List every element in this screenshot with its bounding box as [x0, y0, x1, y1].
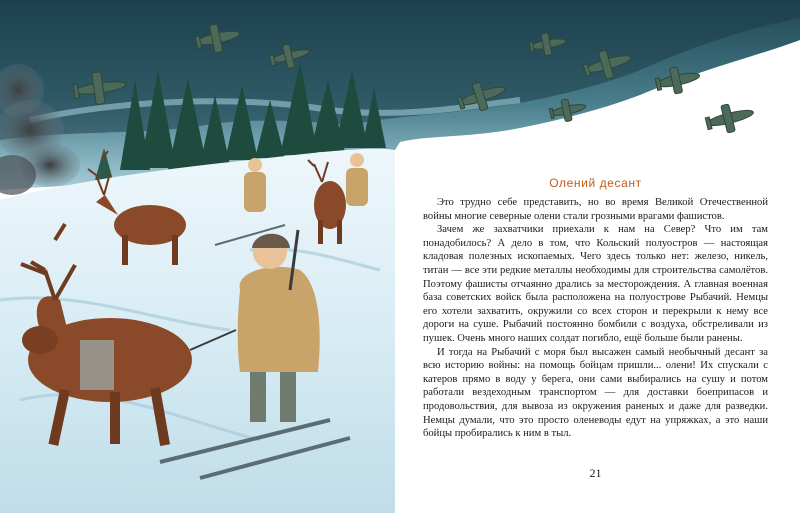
sky: [0, 0, 800, 190]
page-number: 21: [589, 466, 602, 480]
chapter-title: Олений десант: [549, 176, 642, 190]
paragraph-1: Это трудно себе представить, но во время Великой Отечественной войны многие северные олени стали грозными врагами фашистов.: [423, 197, 768, 222]
paragraph-3: И тогда на Рыбачий с моря был высажен самый необычный десант за всю историю войны: на помощь бойцам пришли... олени! Их спускали с катеров прямо в воду у берега, они сами выбирались на сушу и потом работали вездеходным транспортом — для доставки боеприпасов и продовольствия, для вывоза из окружения раненых и даже для разведки. Немцы думали, что это просто оленеводы едут на упряжках, а это наши бойцы пробирались к ним в тыл.: [423, 346, 768, 440]
body-text: [423, 196, 768, 441]
paragraph-2: Зачем же захватчики приехали к нам на Север? Что им там понадобилось? А дело в том, что Кольский полуостров — настоящая кладовая полезных ископаемых. Чего здесь только нет: железо, никель, титан — все эти редкие металлы необходимы для строительства самолётов. Поэтому фашисты отчаянно дрались за месторождения. А главная военная база советских войск была расположена на полуострове Рыбачий. Немцы его хотели захватить, окружили со всех сторон и перекрыли к нему все дороги на суше. Рыбачий постоянно бомбили с воздуха, обстреливали из пушек. Очень много наших солдат погибло, ещё больше были ранены.: [423, 224, 768, 344]
